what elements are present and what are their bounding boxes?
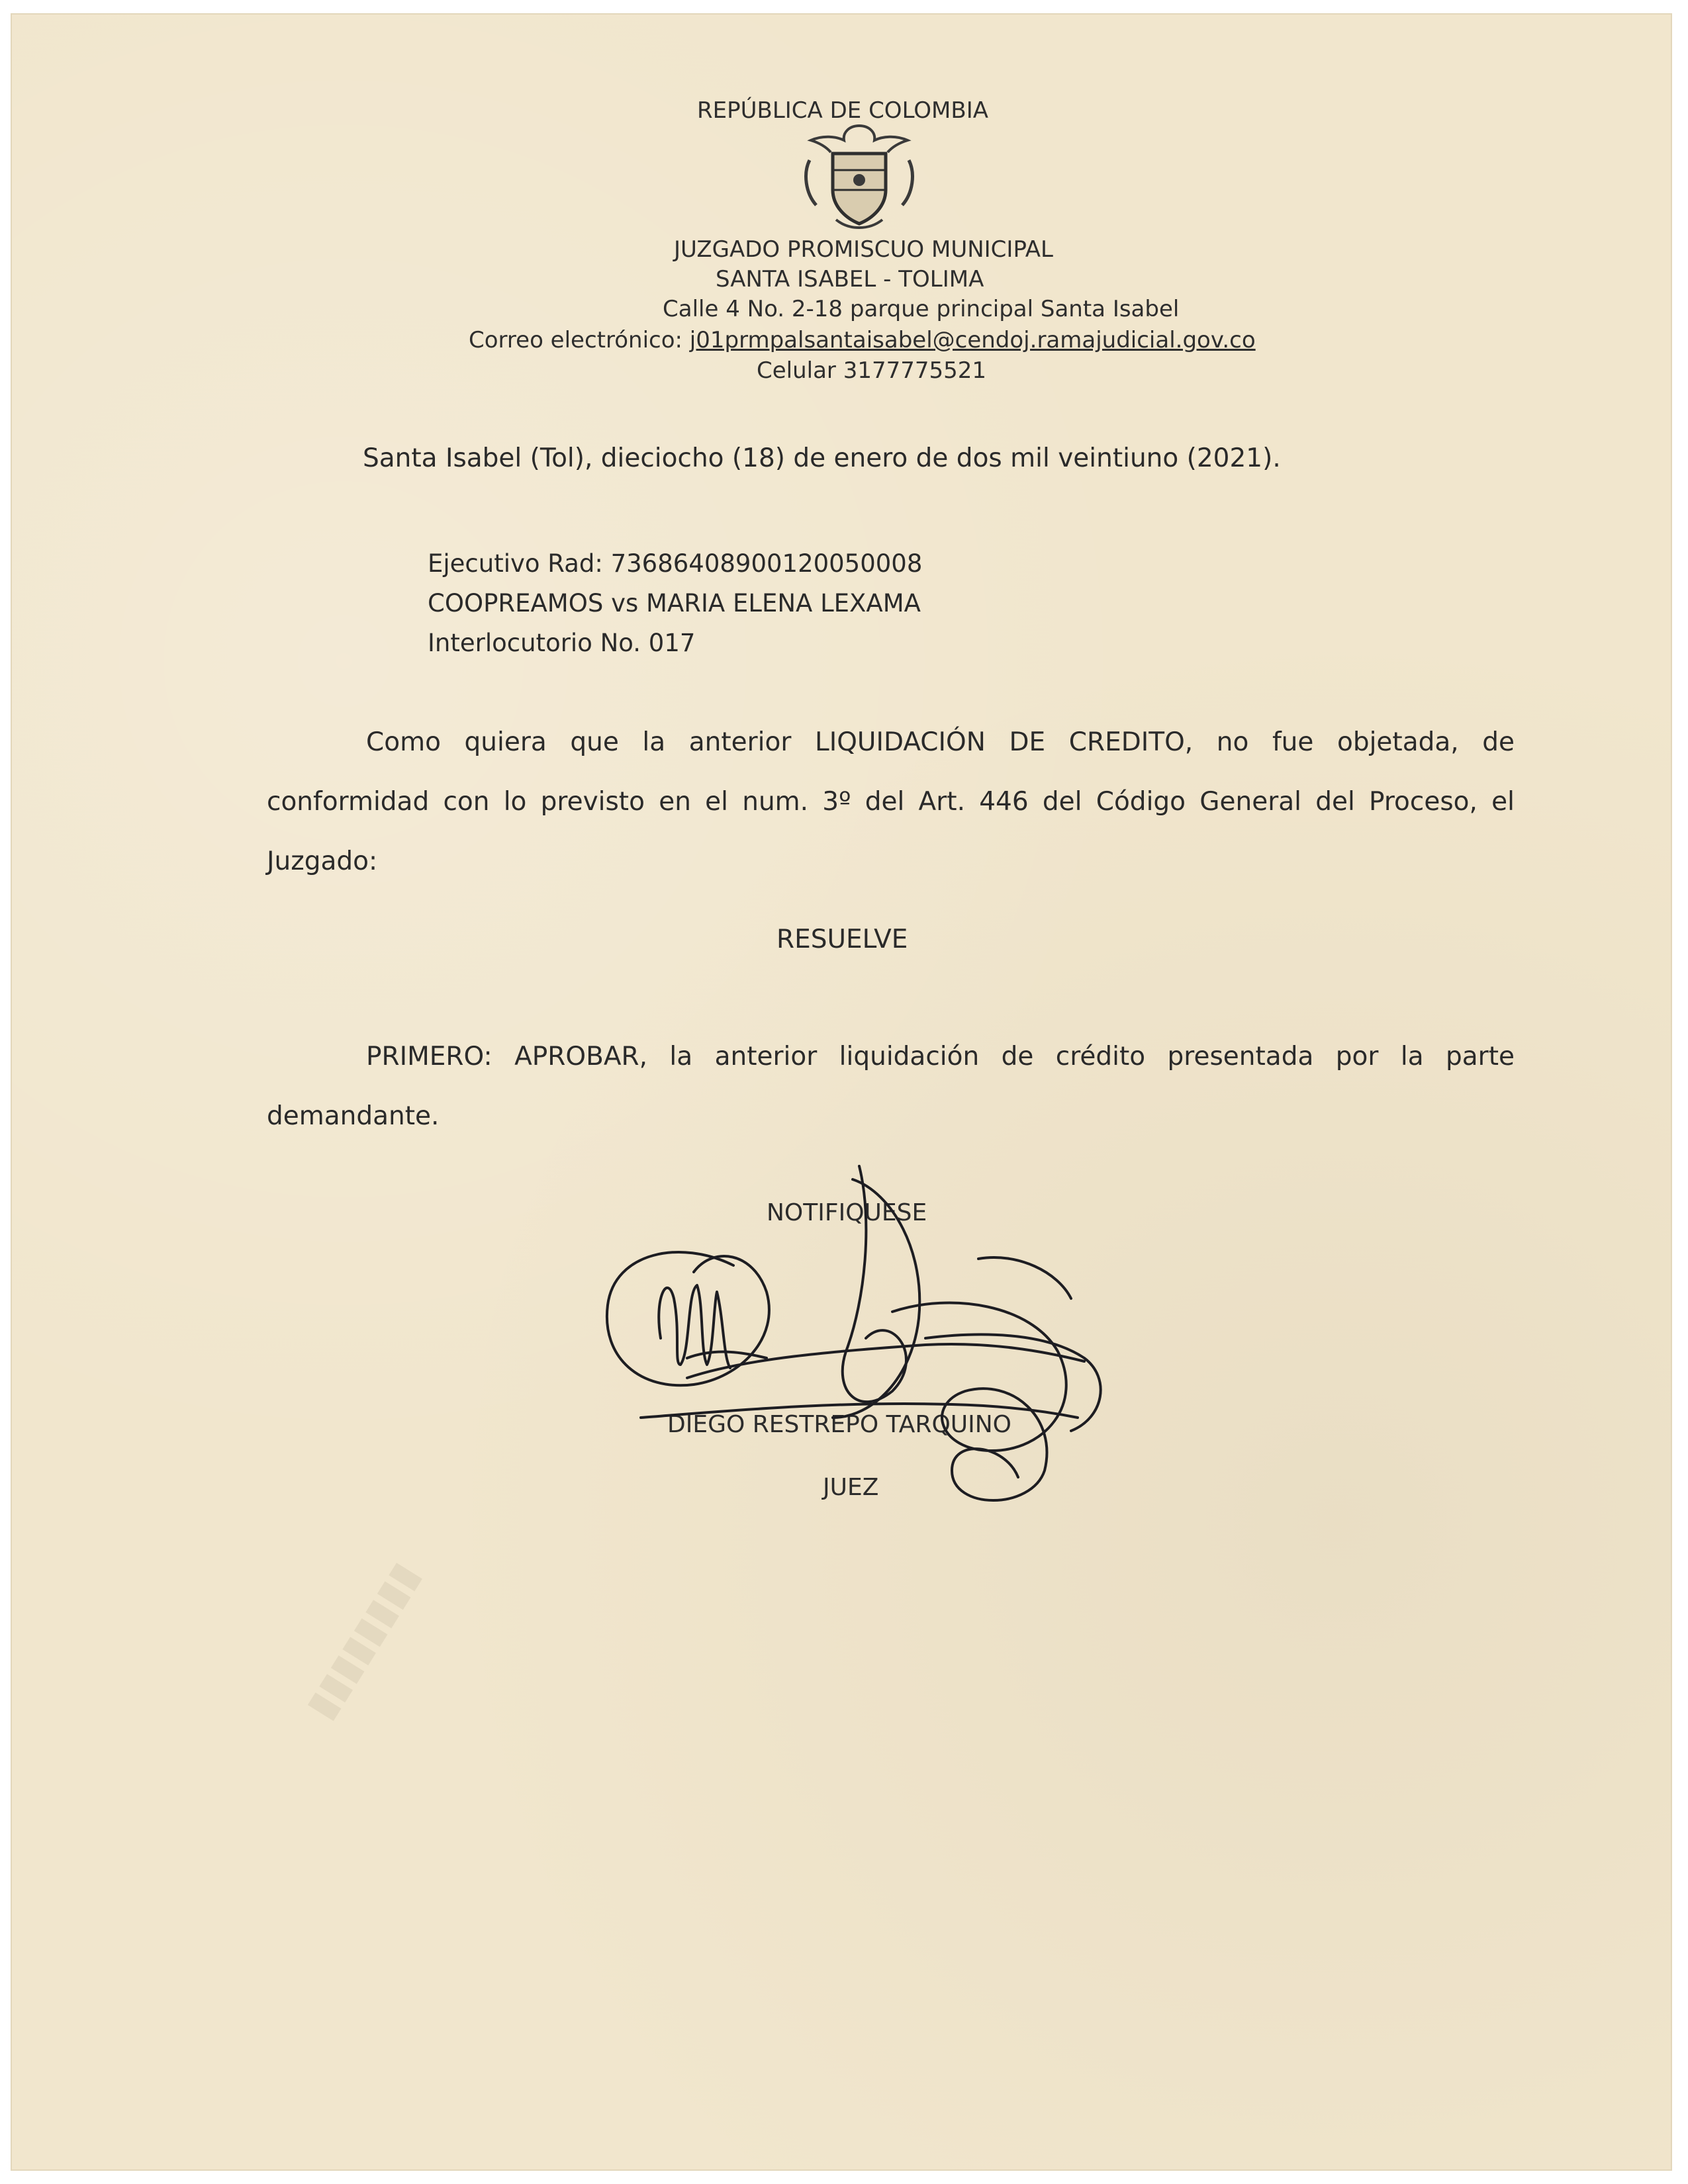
judge-title: JUEZ: [823, 1474, 879, 1501]
email-label: Correo electrónico:: [469, 327, 682, 353]
court-address: Calle 4 No. 2-18 parque principal Santa Isabel: [663, 296, 1180, 322]
notify-text: NOTIFIQUESE: [767, 1199, 927, 1226]
resuelve-heading: RESUELVE: [776, 925, 908, 954]
case-parties: COOPREAMOS vs MARIA ELENA LEXAMA: [428, 589, 921, 617]
body-paragraph: Como quiera que la anterior LIQUIDACIÓN DE CREDITO, no fue objetada, de conformidad con lo previsto en el num. 3º del Art. 446 del Código General del Proceso, el Juzgado:: [267, 727, 1515, 876]
coat-of-arms-icon: [796, 120, 922, 233]
date-line: Santa Isabel (Tol), dieciocho (18) de enero de dos mil veintiuno (2021).: [363, 443, 1281, 473]
document-page: [12, 15, 1671, 2169]
judge-name: DIEGO RESTREPO TARQUINO: [667, 1411, 1012, 1438]
country-heading: REPÚBLICA DE COLOMBIA: [697, 97, 989, 124]
case-rad: Ejecutivo Rad: 73686408900120050008: [428, 549, 923, 578]
court-phone: Celular 3177775521: [757, 357, 987, 384]
case-interlocutorio: Interlocutorio No. 017: [428, 629, 696, 657]
faded-stamp-mark: ▮▮▮▮▮▮▮▮: [297, 1553, 429, 1727]
primero-paragraph: PRIMERO: APROBAR, la anterior liquidación de crédito presentada por la parte demandante.: [267, 1042, 1515, 1131]
handwritten-signature: [581, 1140, 1177, 1576]
court-name: JUZGADO PROMISCUO MUNICIPAL: [674, 236, 1053, 263]
email-link[interactable]: j01prmpalsantaisabel@cendoj.ramajudicial.gov.co: [689, 327, 1256, 353]
court-location: SANTA ISABEL - TOLIMA: [716, 266, 984, 293]
email-line: [469, 327, 1256, 353]
